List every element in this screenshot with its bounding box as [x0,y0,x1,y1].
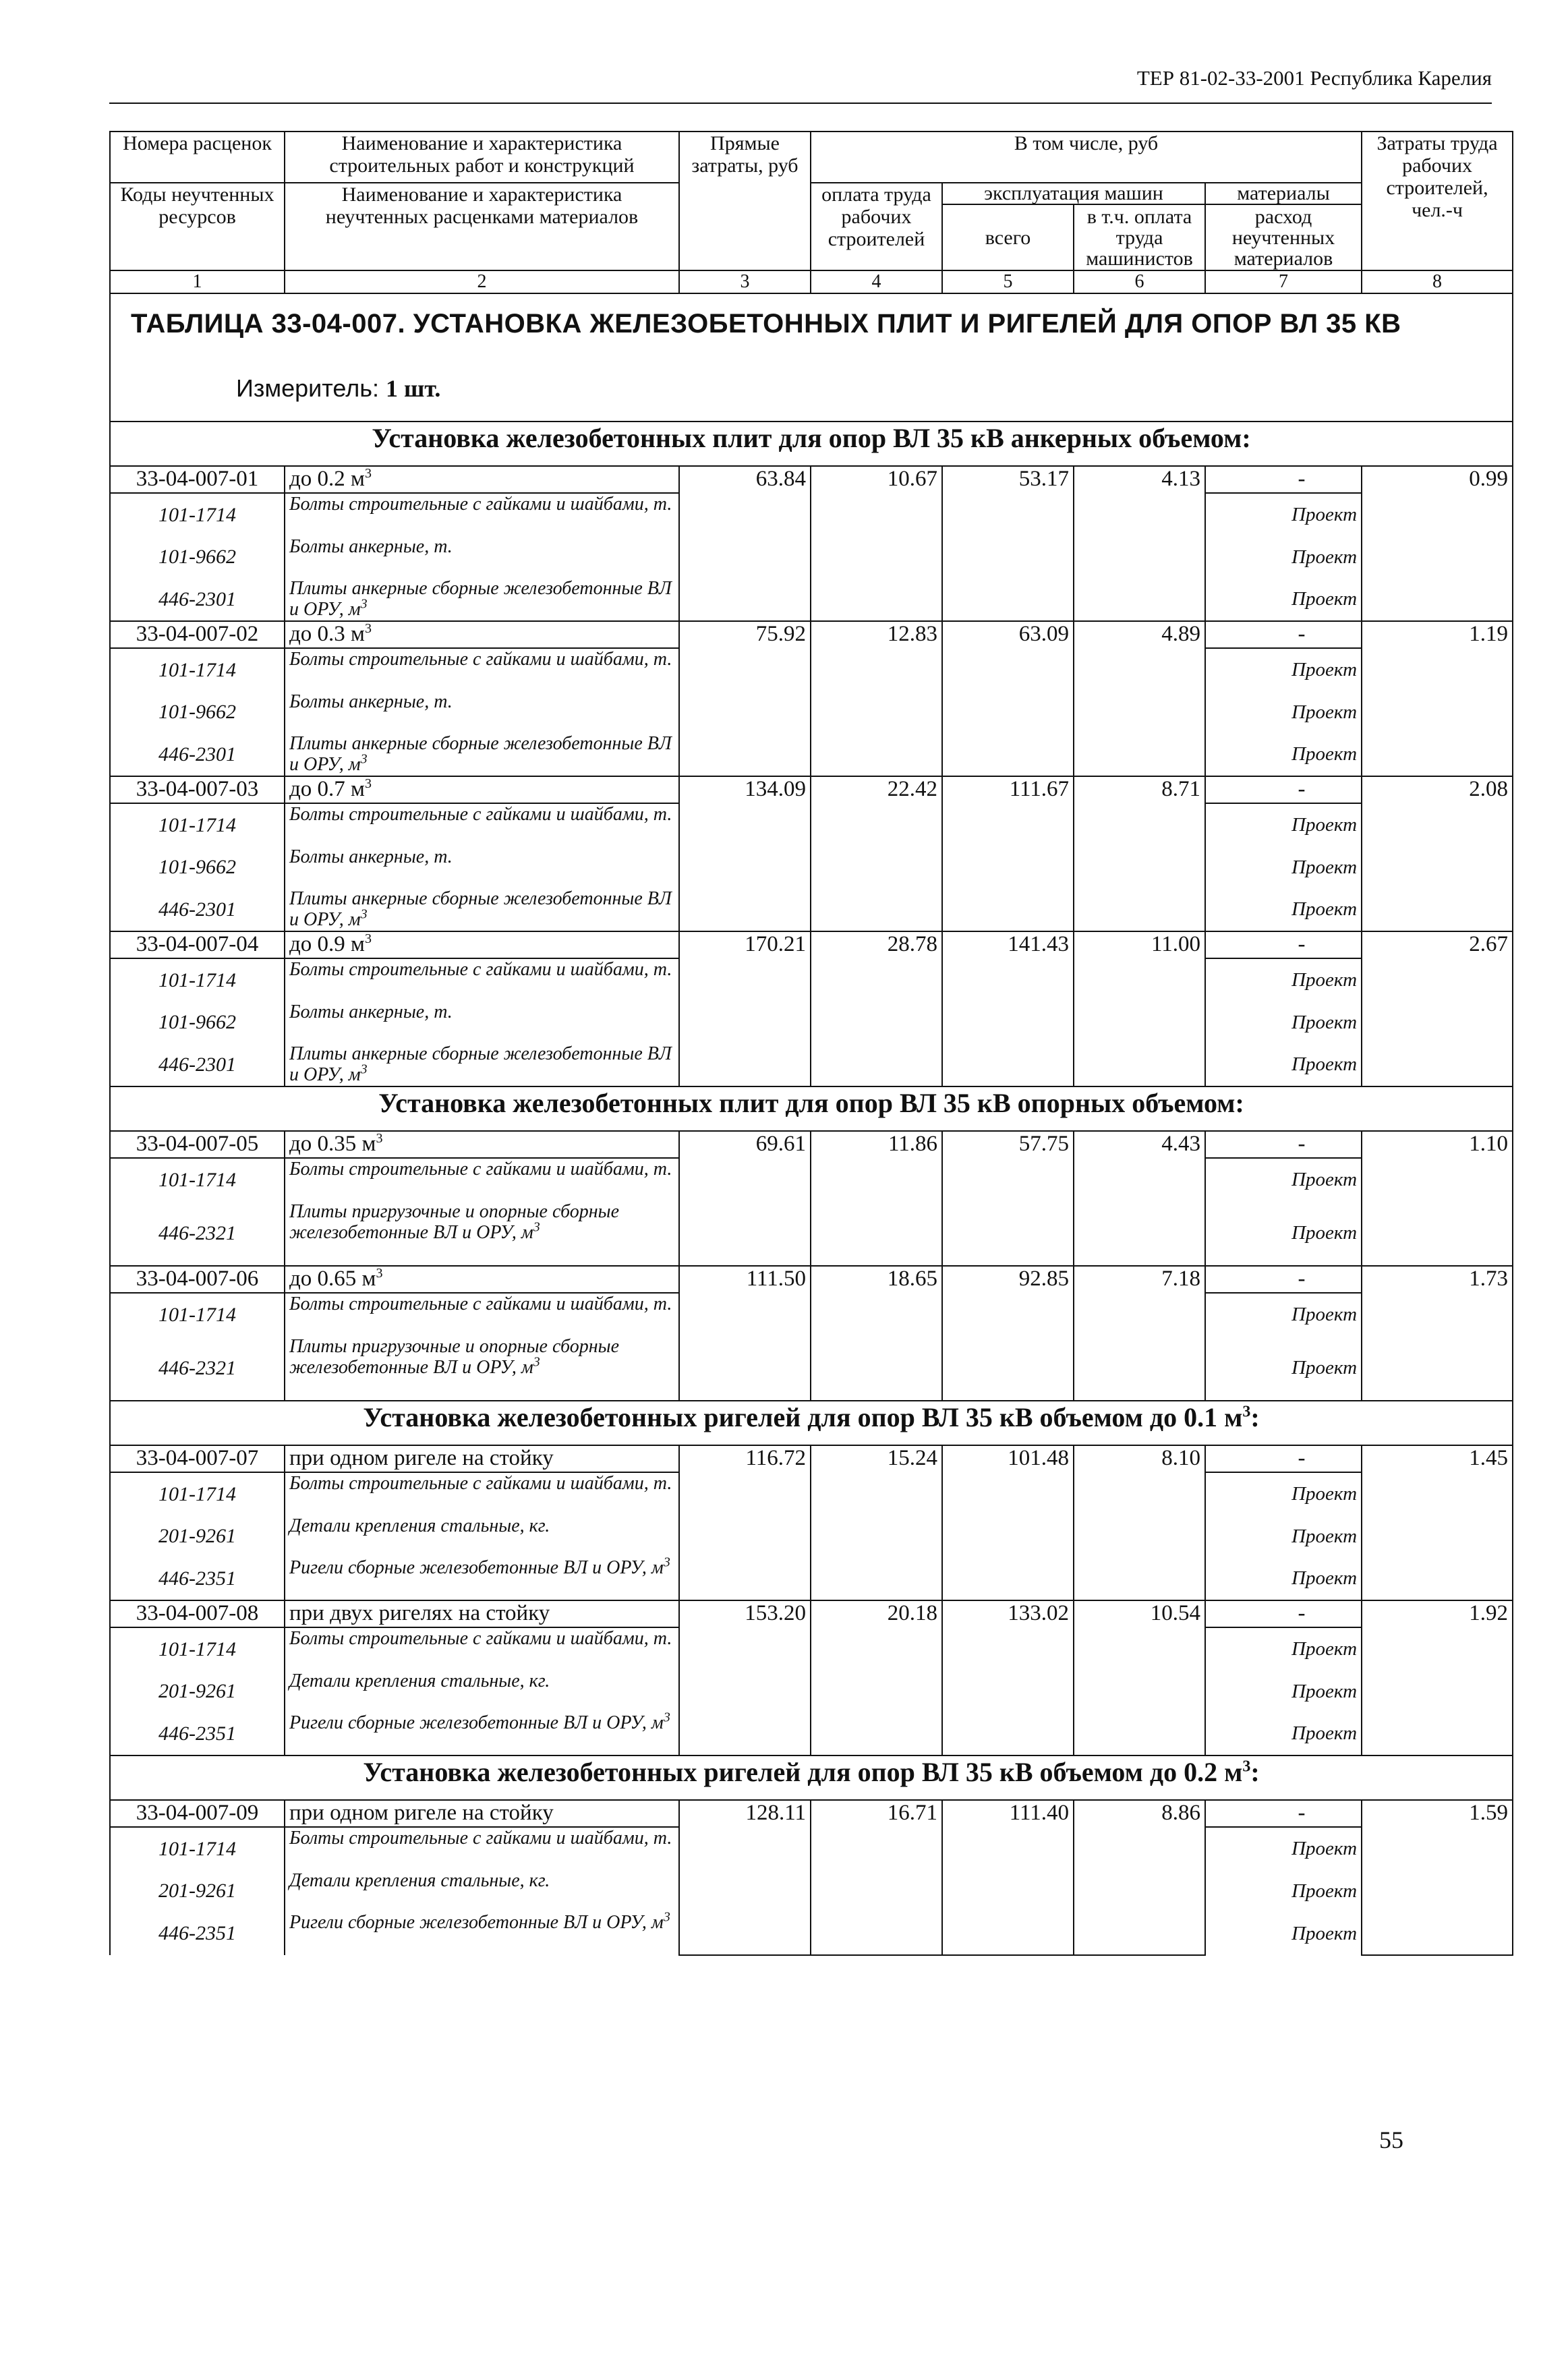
material-name: Болты анкерные, т. [285,691,679,733]
material-consumption: Проект [1205,1336,1362,1401]
material-name: Болты анкерные, т. [285,536,679,578]
direct-costs: 111.50 [679,1266,811,1401]
rate-code: 33-04-007-08 [110,1600,285,1627]
material-consumption: Проект [1205,578,1362,621]
col-header-rate-number: Номера расценок [110,132,285,183]
labor-hours: 1.92 [1362,1600,1513,1755]
machinist-pay: 4.43 [1074,1131,1205,1266]
material-consumption: Проект [1205,1870,1362,1912]
worker-pay: 10.67 [811,466,942,621]
material-name: Плиты анкерные сборные железобетонные ВЛ и ОРУ, $м^3$ [285,578,679,621]
machines-total: 141.43 [942,931,1074,1086]
col-num: 6 [1074,270,1205,293]
machines-total: 111.67 [942,776,1074,931]
machinist-pay: 8.71 [1074,776,1205,931]
machines-total: 101.48 [942,1445,1074,1600]
direct-costs: 69.61 [679,1131,811,1266]
table-title-cell [110,293,1513,422]
page-number: 55 [1379,2126,1403,2153]
materials-value: - [1205,621,1362,648]
section-header [110,422,1513,466]
machines-total: 133.02 [942,1600,1074,1755]
material-code: 446-2301 [110,888,285,931]
col-num: 5 [942,270,1074,293]
rate-row [110,621,1513,648]
labor-hours: 2.08 [1362,776,1513,931]
material-name: Ригели сборные железобетонные ВЛ и ОРУ, $м^3$ [285,1912,679,1955]
material-consumption: Проект [1205,1627,1362,1671]
materials-value: - [1205,931,1362,958]
labor-hours: 0.99 [1362,466,1513,621]
rate-code: 33-04-007-01 [110,466,285,493]
material-code: 446-2351 [110,1557,285,1600]
material-code: 101-1714 [110,803,285,846]
material-code: 201-9261 [110,1671,285,1712]
machines-total: 92.85 [942,1266,1074,1401]
material-code: 101-9662 [110,1002,285,1043]
materials-value: - [1205,1131,1362,1158]
material-code: 101-1714 [110,1627,285,1671]
col-header-machinist-pay: в т.ч. оплата труда машинистов [1086,205,1193,270]
labor-hours: 1.45 [1362,1445,1513,1600]
rate-code: 33-04-007-09 [110,1800,285,1827]
materials-value: - [1205,1266,1362,1293]
rate-name: до 0.7 $м^3$ [285,776,679,803]
rate-name: до 0.3 $м^3$ [285,621,679,648]
worker-pay: 22.42 [811,776,942,931]
machines-total: 57.75 [942,1131,1074,1266]
machines-total: 53.17 [942,466,1074,621]
rate-name: при двух ригелях на стойку [285,1600,679,1627]
material-consumption: Проект [1205,1043,1362,1086]
labor-hours: 1.19 [1362,621,1513,776]
material-consumption: Проект [1205,1201,1362,1266]
machinist-pay: 11.00 [1074,931,1205,1086]
col-header-resource-codes: Коды неучтенных ресурсов [110,183,285,270]
material-name: Плиты анкерные сборные железобетонные ВЛ и ОРУ, $м^3$ [285,888,679,931]
material-name: Болты строительные с гайками и шайбами, т. [285,493,679,536]
direct-costs: 128.11 [679,1800,811,1955]
material-name: Ригели сборные железобетонные ВЛ и ОРУ, $м^3$ [285,1557,679,1600]
material-code: 446-2301 [110,578,285,621]
material-code: 201-9261 [110,1870,285,1912]
material-code: 101-1714 [110,1293,285,1336]
materials-value: - [1205,1445,1362,1472]
rates-table [109,131,1513,1956]
rate-name: до 0.65 $м^3$ [285,1266,679,1293]
material-code: 101-1714 [110,958,285,1002]
material-name: Детали крепления стальные, кг. [285,1870,679,1912]
material-name: Ригели сборные железобетонные ВЛ и ОРУ, $м^3$ [285,1712,679,1755]
col-num: 2 [285,270,679,293]
material-code: 101-1714 [110,1158,285,1201]
material-code: 446-2321 [110,1336,285,1401]
direct-costs: 116.72 [679,1445,811,1600]
col-header-unaccounted-materials: расход неучтенных материалов [1231,205,1335,270]
table-title: ТАБЛИЦА 33-04-007. УСТАНОВКА ЖЕЛЕЗОБЕТОННЫХ ПЛИТ И РИГЕЛЕЙ ДЛЯ ОПОР ВЛ 35 КВ [131,309,1401,339]
direct-costs: 75.92 [679,621,811,776]
measure-unit: Измеритель: 1 шт. [236,374,441,402]
rate-row [110,1445,1513,1472]
material-consumption: Проект [1205,1557,1362,1600]
material-consumption: Проект [1205,1671,1362,1712]
material-code: 101-1714 [110,493,285,536]
rate-code: 33-04-007-06 [110,1266,285,1293]
machines-total: 111.40 [942,1800,1074,1955]
col-header-labor-hours: Затраты труда рабочих строителей, чел.-ч [1362,132,1513,270]
col-num: 8 [1362,270,1513,293]
worker-pay: 28.78 [811,931,942,1086]
material-consumption: Проект [1205,648,1362,691]
machinist-pay: 10.54 [1074,1600,1205,1755]
worker-pay: 16.71 [811,1800,942,1955]
col-header-machines-total: всего [943,205,1074,270]
machines-total: 63.09 [942,621,1074,776]
materials-value: - [1205,776,1362,803]
material-consumption: Проект [1205,1158,1362,1201]
direct-costs: 170.21 [679,931,811,1086]
material-consumption: Проект [1205,1712,1362,1755]
col-num: 1 [110,270,285,293]
material-consumption: Проект [1205,691,1362,733]
material-consumption: Проект [1205,1472,1362,1515]
document-reference: ТЕР 81-02-33-2001 Республика Карелия [1136,66,1492,90]
rate-code: 33-04-007-02 [110,621,285,648]
material-code: 446-2301 [110,733,285,776]
rate-row [110,1600,1513,1627]
rate-row [110,931,1513,958]
section-title: Установка железобетонных ригелей для опор ВЛ 35 кВ объемом до 0.2 $м^3$: [110,1755,1513,1800]
material-name: Болты строительные с гайками и шайбами, т. [285,958,679,1002]
material-code: 446-2321 [110,1201,285,1266]
rate-row [110,776,1513,803]
rate-code: 33-04-007-05 [110,1131,285,1158]
rate-row [110,1131,1513,1158]
direct-costs: 63.84 [679,466,811,621]
rate-code: 33-04-007-04 [110,931,285,958]
section-title: Установка железобетонных плит для опор ВЛ 35 кВ анкерных объемом: [110,422,1513,466]
worker-pay: 11.86 [811,1131,942,1266]
header-rule [109,103,1492,104]
material-name: Плиты анкерные сборные железобетонные ВЛ и ОРУ, $м^3$ [285,733,679,776]
material-name: Детали крепления стальные, кг. [285,1671,679,1712]
material-name: Плиты пригрузочные и опорные сборные железобетонные ВЛ и ОРУ, $м^3$ [285,1201,679,1266]
rate-name: до 0.35 $м^3$ [285,1131,679,1158]
material-name: Болты анкерные, т. [285,1002,679,1043]
material-name: Болты строительные с гайками и шайбами, т. [285,803,679,846]
material-consumption: Проект [1205,846,1362,888]
rate-name: до 0.2 $м^3$ [285,466,679,493]
section-header [110,1401,1513,1445]
machinist-pay: 4.13 [1074,466,1205,621]
material-consumption: Проект [1205,1827,1362,1870]
direct-costs: 134.09 [679,776,811,931]
material-name: Плиты анкерные сборные железобетонные ВЛ и ОРУ, $м^3$ [285,1043,679,1086]
material-code: 101-9662 [110,536,285,578]
material-name: Болты строительные с гайками и шайбами, т. [285,1472,679,1515]
material-code: 101-1714 [110,1827,285,1870]
machinist-pay: 4.89 [1074,621,1205,776]
materials-value: - [1205,1600,1362,1627]
col-num: 3 [679,270,811,293]
rate-name: до 0.9 $м^3$ [285,931,679,958]
col-num: 7 [1205,270,1362,293]
worker-pay: 20.18 [811,1600,942,1755]
rate-row [110,466,1513,493]
material-consumption: Проект [1205,1002,1362,1043]
material-code: 101-9662 [110,846,285,888]
section-header [110,1086,1513,1131]
material-name: Болты строительные с гайками и шайбами, т. [285,1158,679,1201]
rate-row [110,1800,1513,1827]
material-consumption: Проект [1205,1912,1362,1955]
labor-hours: 2.67 [1362,931,1513,1086]
worker-pay: 12.83 [811,621,942,776]
materials-value: - [1205,466,1362,493]
col-num: 4 [811,270,942,293]
col-header-work-name: Наименование и характеристика строительных работ и конструкций [285,132,679,183]
material-code: 201-9261 [110,1515,285,1557]
col-header-including: В том числе, руб [811,132,1362,183]
material-code: 101-1714 [110,648,285,691]
material-name: Плиты пригрузочные и опорные сборные железобетонные ВЛ и ОРУ, $м^3$ [285,1336,679,1401]
section-title: Установка железобетонных ригелей для опор ВЛ 35 кВ объемом до 0.1 $м^3$: [110,1401,1513,1445]
rate-code: 33-04-007-07 [110,1445,285,1472]
labor-hours: 1.10 [1362,1131,1513,1266]
material-code: 446-2301 [110,1043,285,1086]
worker-pay: 15.24 [811,1445,942,1600]
labor-hours: 1.73 [1362,1266,1513,1401]
col-header-worker-pay: оплата труда рабочих строителей [811,183,942,270]
material-consumption: Проект [1205,1515,1362,1557]
rate-code: 33-04-007-03 [110,776,285,803]
col-header-direct-costs: Прямые затраты, руб [679,132,811,270]
material-name: Болты анкерные, т. [285,846,679,888]
section-title: Установка железобетонных плит для опор ВЛ 35 кВ опорных объемом: [110,1086,1513,1131]
material-code: 446-2351 [110,1912,285,1955]
material-consumption: Проект [1205,803,1362,846]
section-header [110,1755,1513,1800]
col-header-materials: материалы [1206,183,1361,205]
material-name: Болты строительные с гайками и шайбами, т. [285,1293,679,1336]
material-code: 101-1714 [110,1472,285,1515]
machinist-pay: 7.18 [1074,1266,1205,1401]
rate-row [110,1266,1513,1293]
col-header-material-name: Наименование и характеристика неучтенных расценками материалов [285,183,679,270]
labor-hours: 1.59 [1362,1800,1513,1955]
material-consumption: Проект [1205,958,1362,1002]
material-consumption: Проект [1205,493,1362,536]
material-consumption: Проект [1205,1293,1362,1336]
material-consumption: Проект [1205,888,1362,931]
material-name: Болты строительные с гайками и шайбами, т. [285,1627,679,1671]
worker-pay: 18.65 [811,1266,942,1401]
col-header-machines: эксплуатация машин [943,183,1204,205]
material-name: Детали крепления стальные, кг. [285,1515,679,1557]
direct-costs: 153.20 [679,1600,811,1755]
material-code: 101-9662 [110,691,285,733]
material-name: Болты строительные с гайками и шайбами, т. [285,648,679,691]
material-consumption: Проект [1205,733,1362,776]
material-name: Болты строительные с гайками и шайбами, т. [285,1827,679,1870]
materials-value: - [1205,1800,1362,1827]
material-code: 446-2351 [110,1712,285,1755]
machinist-pay: 8.10 [1074,1445,1205,1600]
machinist-pay: 8.86 [1074,1800,1205,1955]
rate-name: при одном ригеле на стойку [285,1800,679,1827]
material-consumption: Проект [1205,536,1362,578]
rate-name: при одном ригеле на стойку [285,1445,679,1472]
